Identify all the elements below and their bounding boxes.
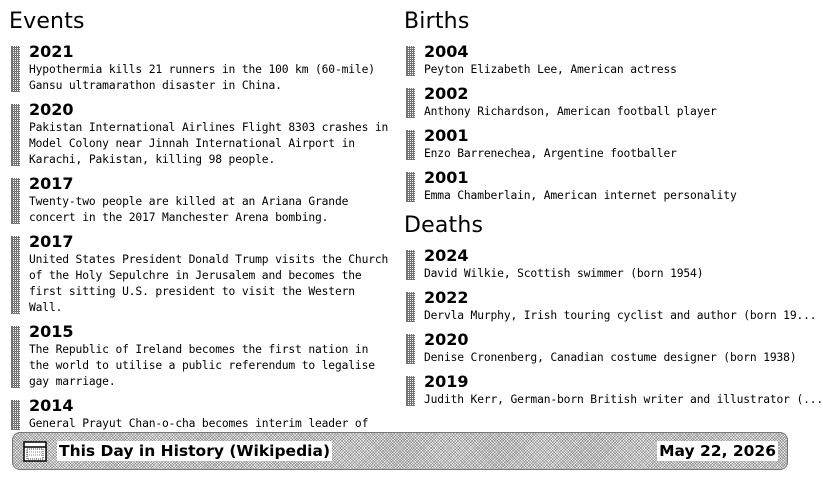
event-year: 2015 [29, 322, 74, 341]
event-item [9, 42, 393, 94]
entry-bar [11, 400, 20, 430]
entry-bar [11, 46, 20, 92]
events-column [9, 8, 393, 430]
birth-item [404, 126, 790, 162]
entry-bar [11, 326, 20, 388]
entry-bar [406, 250, 415, 280]
death-text: Denise Cronenberg, Canadian costume designer (born 1938) [424, 351, 797, 364]
event-year: 2017 [29, 174, 74, 193]
births-deaths-column [404, 8, 823, 414]
event-item [9, 232, 393, 316]
birth-item [404, 42, 790, 78]
births-heading: Births [404, 9, 470, 34]
birth-text: Peyton Elizabeth Lee, American actress [424, 63, 677, 76]
death-text: Dervla Murphy, Irish touring cyclist and author (born 19... [424, 309, 817, 322]
event-text: Twenty-two people are killed at an Ariana Grande concert in the 2017 Manchester Arena bombing. [29, 195, 349, 224]
birth-year: 2001 [424, 168, 469, 187]
entry-bar [406, 172, 415, 202]
events-heading: Events [9, 9, 85, 34]
event-year: 2021 [29, 42, 74, 61]
event-text: United States President Donald Trump visits the Church of the Holy Sepulchre in Jerusalem and becomes the first sitting U.S. president to visit the Western Wall. [29, 253, 389, 314]
birth-text: Anthony Richardson, American football player [424, 105, 717, 118]
footer-bar [12, 432, 788, 470]
entry-bar [406, 292, 415, 322]
entry-bar [406, 334, 415, 364]
death-text: Judith Kerr, German-born British writer and illustrator (... [424, 393, 823, 406]
footer-title: This Day in History (Wikipedia) [59, 442, 331, 460]
entry-bar [11, 104, 20, 166]
death-year: 2024 [424, 246, 469, 265]
entry-bar [406, 376, 415, 406]
death-text: David Wilkie, Scottish swimmer (born 1954) [424, 267, 704, 280]
death-item [404, 330, 797, 366]
birth-text: Enzo Barrenechea, Argentine footballer [424, 147, 677, 160]
deaths-heading: Deaths [404, 213, 484, 238]
death-year: 2019 [424, 372, 469, 391]
event-text: Hypothermia kills 21 runners in the 100 km (60-mile) Gansu ultramarathon disaster in China. [29, 63, 375, 92]
birth-year: 2004 [424, 42, 469, 61]
event-item [9, 174, 393, 226]
birth-year: 2002 [424, 84, 469, 103]
entry-bar [11, 178, 20, 224]
event-year: 2017 [29, 232, 74, 251]
birth-year: 2001 [424, 126, 469, 145]
event-item [9, 322, 393, 390]
event-year: 2014 [29, 396, 74, 415]
birth-item [404, 168, 790, 204]
birth-item [404, 84, 790, 120]
death-item [404, 372, 823, 408]
event-text: The Republic of Ireland becomes the first nation in the world to utilise a public referendum to legalise gay marriage. [29, 343, 375, 388]
entry-bar [406, 130, 415, 160]
event-item [9, 100, 393, 168]
entry-bar [406, 46, 415, 76]
death-item [404, 246, 790, 282]
death-year: 2020 [424, 330, 469, 349]
death-item [404, 288, 817, 324]
footer-date: May 22, 2026 [659, 442, 776, 460]
entry-bar [11, 236, 20, 314]
event-text: General Prayut Chan-o-cha becomes interim leader of [29, 417, 369, 430]
event-text: Pakistan International Airlines Flight 8303 crashes in Model Colony near Jinnah International Airport in Karachi, Pakistan, killing 98 people. [29, 121, 389, 166]
entry-bar [406, 88, 415, 118]
death-year: 2022 [424, 288, 469, 307]
calendar-icon [23, 440, 47, 462]
event-item [9, 396, 393, 432]
event-year: 2020 [29, 100, 74, 119]
birth-text: Emma Chamberlain, American internet personality [424, 189, 737, 202]
events-list [9, 42, 393, 430]
